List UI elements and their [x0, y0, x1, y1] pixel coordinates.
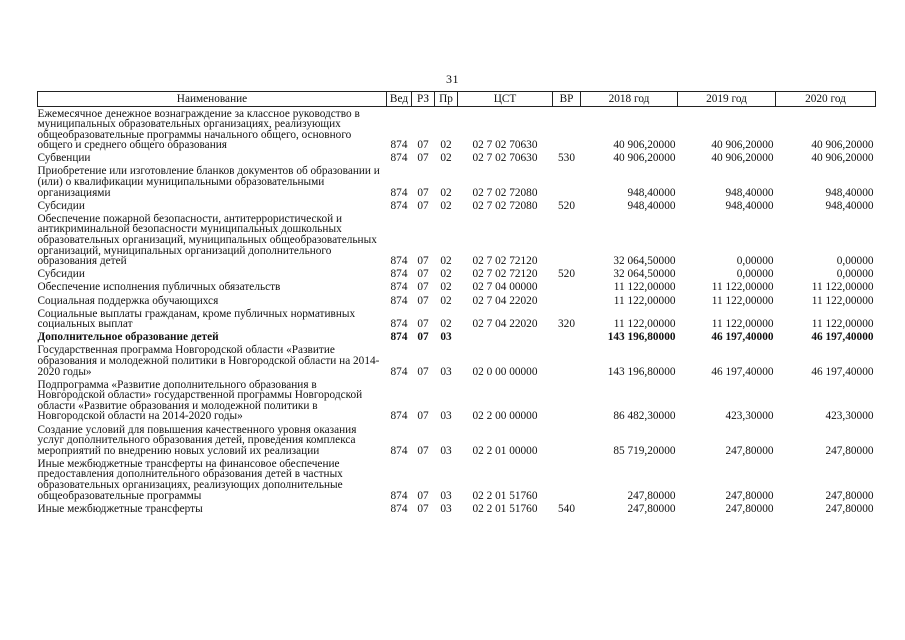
row-value-2019: 40 906,20000 — [711, 139, 774, 152]
row-pr: 02 — [440, 186, 452, 199]
row-ved: 874 — [390, 444, 408, 457]
row-value-2019: 423,30000 — [725, 410, 774, 423]
row-pr: 02 — [440, 268, 452, 281]
row-cst: 02 7 02 72120 — [472, 255, 538, 268]
row-value-2020: 40 906,20000 — [811, 152, 874, 165]
row-value-2018: 948,40000 — [627, 199, 676, 212]
row-pr: 02 — [440, 318, 452, 331]
row-rz: 07 — [417, 318, 429, 331]
header-col-name: Наименование — [38, 92, 387, 107]
header-col-vr: ВР — [553, 92, 581, 107]
row-cst: 02 2 00 00000 — [472, 410, 538, 423]
row-name: Субсидии — [37, 268, 85, 281]
row-rz: 07 — [417, 365, 429, 378]
header-col-rz: РЗ — [412, 92, 435, 107]
row-value-2018: 40 906,20000 — [613, 152, 676, 165]
row-value-2019: 247,80000 — [725, 502, 774, 515]
row-pr: 02 — [440, 281, 452, 294]
header-row — [38, 92, 876, 107]
table-header — [38, 92, 876, 107]
row-ved: 874 — [390, 489, 408, 502]
row-value-2019: 0,00000 — [736, 255, 774, 268]
row-name: Создание условий для повышения качественного уровня оказания услуг дополнительного образования детей, проведения комплекса мероприятий по внедрению новых условий их реализации — [37, 423, 357, 457]
row-pr: 03 — [440, 410, 452, 423]
row-ved: 874 — [390, 318, 408, 331]
row-pr: 02 — [440, 139, 452, 152]
table-row — [38, 307, 876, 331]
table-row — [38, 344, 876, 378]
row-ved: 874 — [390, 331, 408, 344]
row-cst — [458, 331, 553, 344]
row-value-2018: 247,80000 — [627, 489, 676, 502]
table-row — [38, 281, 876, 294]
row-value-2019: 40 906,20000 — [711, 152, 774, 165]
row-name: Иные межбюджетные трансферты — [37, 502, 203, 515]
row-ved: 874 — [390, 255, 408, 268]
table-row — [38, 502, 876, 515]
row-value-2020: 948,40000 — [825, 186, 874, 199]
row-value-2018: 11 122,00000 — [613, 294, 676, 307]
row-cst: 02 7 02 70630 — [472, 139, 538, 152]
row-value-2018: 32 064,50000 — [613, 255, 676, 268]
row-pr: 03 — [440, 502, 452, 515]
row-cst: 02 7 02 72120 — [472, 268, 538, 281]
table-row — [38, 457, 876, 502]
row-name: Субсидии — [37, 199, 85, 212]
row-value-2020: 247,80000 — [825, 444, 874, 457]
row-value-2019: 46 197,40000 — [711, 331, 774, 344]
page-number: 31 — [446, 72, 459, 86]
row-cst: 02 7 02 70630 — [472, 152, 538, 165]
row-value-2020: 247,80000 — [825, 489, 874, 502]
row-value-2020: 423,30000 — [825, 410, 874, 423]
row-ved: 874 — [390, 152, 408, 165]
row-value-2018: 143 196,80000 — [607, 331, 676, 344]
row-name: Социальные выплаты гражданам, кроме публичных нормативных социальных выплат — [37, 307, 356, 331]
row-cst: 02 7 02 72080 — [472, 186, 538, 199]
table-row — [38, 268, 876, 281]
row-ved: 874 — [390, 294, 408, 307]
row-vr — [553, 378, 581, 423]
table-row — [38, 331, 876, 344]
row-name: Иные межбюджетные трансферты на финансовое обеспечение предоставления дополнительного образования детей в частных образовательных организациях, реализующих дополнительные общеобразовательные программы — [37, 457, 343, 502]
row-vr — [553, 107, 581, 152]
row-value-2018: 11 122,00000 — [613, 281, 676, 294]
row-rz: 07 — [417, 199, 429, 212]
row-rz: 07 — [417, 186, 429, 199]
row-value-2018: 32 064,50000 — [613, 268, 676, 281]
row-ved: 874 — [390, 268, 408, 281]
row-vr — [553, 281, 581, 294]
row-name: Обеспечение исполнения публичных обязательств — [37, 281, 281, 294]
row-ved: 874 — [390, 199, 408, 212]
row-vr — [553, 294, 581, 307]
row-value-2018: 11 122,00000 — [613, 318, 676, 331]
row-rz: 07 — [417, 294, 429, 307]
row-vr — [553, 331, 581, 344]
row-value-2020: 11 122,00000 — [811, 294, 874, 307]
row-vr: 520 — [558, 199, 575, 212]
row-rz: 07 — [417, 444, 429, 457]
row-rz: 07 — [417, 410, 429, 423]
table-row — [38, 107, 876, 152]
header-col-ved: Вед — [387, 92, 412, 107]
row-value-2018: 143 196,80000 — [607, 365, 676, 378]
row-name: Социальная поддержка обучающихся — [37, 294, 219, 307]
row-name: Дополнительное образование детей — [37, 331, 219, 344]
row-value-2020: 0,00000 — [836, 268, 874, 281]
row-cst: 02 7 04 00000 — [472, 281, 538, 294]
table-row — [38, 165, 876, 199]
row-name: Субвенции — [37, 152, 91, 165]
row-name: Государственная программа Новгородской области «Развитие образования и молодежной политики в Новгородской области на 2014-2020 годы» — [37, 344, 380, 378]
header-col-2019: 2019 год — [678, 92, 776, 107]
row-cst: 02 2 01 51760 — [472, 489, 538, 502]
row-vr — [553, 212, 581, 267]
row-rz: 07 — [417, 139, 429, 152]
row-value-2018: 247,80000 — [627, 502, 676, 515]
row-vr — [553, 423, 581, 457]
row-value-2019: 247,80000 — [725, 489, 774, 502]
row-name: Подпрограмма «Развитие дополнительного образования в Новгородской области» государственной программы Новгородской области «Развитие образования и молодежной политики в Новгородской области на 2014-2020 годы» — [37, 378, 363, 423]
row-value-2019: 948,40000 — [725, 199, 774, 212]
row-rz: 07 — [417, 331, 429, 344]
row-value-2018: 40 906,20000 — [613, 139, 676, 152]
row-value-2020: 948,40000 — [825, 199, 874, 212]
row-ved: 874 — [390, 186, 408, 199]
row-rz: 07 — [417, 268, 429, 281]
row-vr: 540 — [558, 502, 575, 515]
row-value-2020: 46 197,40000 — [811, 331, 874, 344]
row-cst: 02 7 02 72080 — [472, 199, 538, 212]
header-col-pr: Пр — [435, 92, 458, 107]
row-pr: 02 — [440, 255, 452, 268]
header-col-cst: ЦСТ — [458, 92, 553, 107]
row-value-2019: 46 197,40000 — [711, 365, 774, 378]
row-name: Приобретение или изготовление бланков документов об образовании и (или) о квалификации муниципальными образовательными организациями — [37, 165, 380, 199]
row-pr: 02 — [440, 152, 452, 165]
row-cst: 02 7 04 22020 — [472, 318, 538, 331]
row-vr — [553, 457, 581, 502]
row-value-2019: 11 122,00000 — [711, 294, 774, 307]
header-col-2020: 2020 год — [776, 92, 876, 107]
table-row — [38, 294, 876, 307]
row-value-2020: 40 906,20000 — [811, 139, 874, 152]
row-ved: 874 — [390, 139, 408, 152]
row-name: Ежемесячное денежное вознаграждение за классное руководство в муниципальных образовательных организациях, реализующих общеобразовательные программы начального общего, основного общего и среднего общего образования — [37, 107, 360, 152]
row-vr: 530 — [558, 152, 575, 165]
row-name: Обеспечение пожарной безопасности, антитеррористической и антикриминальной безопасности муниципальных дошкольных образовательных организаций, муниципальных общеобразовательных организаций, муниципальных организаций дополнительного образования детей — [37, 212, 377, 268]
scan-artifact — [560, 632, 640, 636]
table-body — [38, 107, 876, 516]
row-value-2018: 86 482,30000 — [613, 410, 676, 423]
row-cst: 02 7 04 22020 — [472, 294, 538, 307]
row-value-2019: 0,00000 — [736, 268, 774, 281]
row-value-2020: 11 122,00000 — [811, 281, 874, 294]
table-row — [38, 199, 876, 212]
table-row — [38, 378, 876, 423]
table-row — [38, 212, 876, 267]
row-pr: 03 — [440, 331, 452, 344]
row-cst: 02 2 01 00000 — [472, 444, 538, 457]
row-vr — [553, 165, 581, 199]
row-value-2019: 948,40000 — [725, 186, 774, 199]
row-value-2018: 85 719,20000 — [613, 444, 676, 457]
row-value-2020: 0,00000 — [836, 255, 874, 268]
header-col-2018: 2018 год — [581, 92, 678, 107]
row-vr: 520 — [558, 268, 575, 281]
row-rz: 07 — [417, 152, 429, 165]
row-ved: 874 — [390, 365, 408, 378]
row-rz: 07 — [417, 502, 429, 515]
row-pr: 03 — [440, 365, 452, 378]
row-value-2020: 46 197,40000 — [811, 365, 874, 378]
table-row — [38, 423, 876, 457]
row-rz: 07 — [417, 255, 429, 268]
row-ved: 874 — [390, 502, 408, 515]
table-row — [38, 152, 876, 165]
row-cst: 02 2 01 51760 — [472, 502, 538, 515]
row-value-2020: 247,80000 — [825, 502, 874, 515]
row-ved: 874 — [390, 281, 408, 294]
row-value-2019: 247,80000 — [725, 444, 774, 457]
row-pr: 03 — [440, 489, 452, 502]
row-value-2018: 948,40000 — [627, 186, 676, 199]
row-cst: 02 0 00 00000 — [472, 365, 538, 378]
budget-table — [37, 91, 876, 515]
row-ved: 874 — [390, 410, 408, 423]
row-value-2019: 11 122,00000 — [711, 318, 774, 331]
row-pr: 03 — [440, 444, 452, 457]
row-vr — [553, 344, 581, 378]
row-value-2020: 11 122,00000 — [811, 318, 874, 331]
row-pr: 02 — [440, 199, 452, 212]
row-value-2019: 11 122,00000 — [711, 281, 774, 294]
row-rz: 07 — [417, 489, 429, 502]
row-rz: 07 — [417, 281, 429, 294]
row-pr: 02 — [440, 294, 452, 307]
row-vr: 320 — [558, 318, 575, 331]
